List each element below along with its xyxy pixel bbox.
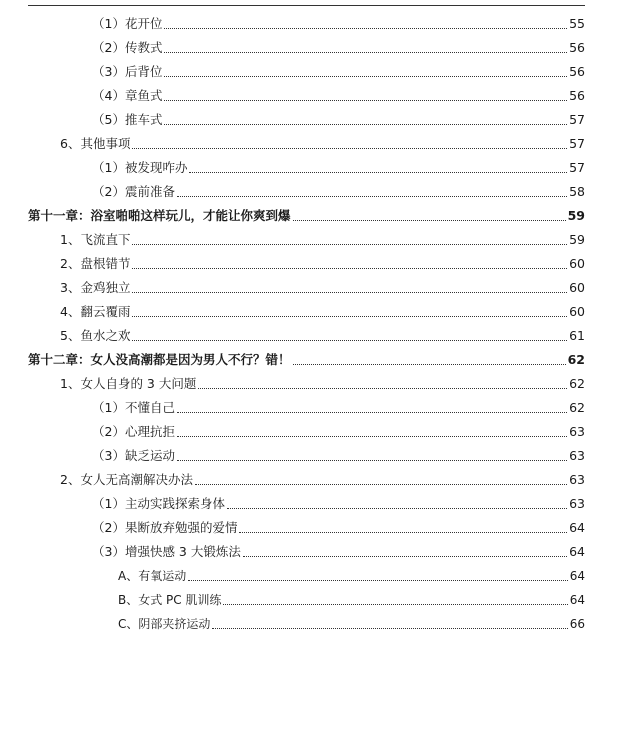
toc-entry[interactable]: [92, 540, 585, 564]
toc-entry-title: （3）后背位: [92, 64, 163, 79]
toc-dot-leader: [132, 268, 567, 269]
toc-entry-title: 1、飞流直下: [60, 232, 131, 247]
toc-page-number: 55: [569, 16, 585, 31]
toc-entry-title: 4、翻云覆雨: [60, 304, 131, 319]
toc-entry-title: 第十一章：浴室啪啪这样玩儿，才能让你爽到爆: [28, 208, 291, 223]
toc-dot-leader: [177, 460, 567, 461]
toc-entry[interactable]: [60, 324, 585, 348]
toc-entry-title: 第十二章：女人没高潮都是因为男人不行？错！: [28, 352, 291, 367]
toc-dot-leader: [239, 532, 567, 533]
toc-entry-title: （4）章鱼式: [92, 88, 163, 103]
toc-entry[interactable]: [60, 300, 585, 324]
toc-entry[interactable]: [118, 564, 585, 588]
toc-dot-leader: [164, 52, 567, 53]
toc-dot-leader: [132, 316, 567, 317]
toc-dot-leader: [195, 484, 567, 485]
toc-entry-title: C、阴部夹挤运动: [118, 617, 211, 631]
toc-dot-leader: [198, 388, 567, 389]
toc-entry-title: （5）推车式: [92, 112, 163, 127]
toc-page-number: 63: [569, 424, 585, 439]
toc-entry[interactable]: [92, 12, 585, 36]
toc-dot-leader: [188, 580, 568, 581]
toc-dot-leader: [177, 412, 567, 413]
toc-entry[interactable]: [92, 180, 585, 204]
toc-dot-leader: [164, 124, 567, 125]
toc-entry[interactable]: [92, 36, 585, 60]
toc-page-number: 56: [569, 64, 585, 79]
toc-entry-title: （1）花开位: [92, 16, 163, 31]
toc-page-number: 64: [569, 544, 585, 559]
toc-page-number: 57: [569, 160, 585, 175]
toc-dot-leader: [227, 508, 567, 509]
toc-chapter-entry[interactable]: [28, 348, 585, 372]
toc-entry-title: A、有氧运动: [118, 569, 187, 583]
toc-entry[interactable]: [118, 612, 585, 636]
toc-dot-leader: [223, 604, 567, 605]
toc-page-number: 56: [569, 88, 585, 103]
toc-entry[interactable]: [92, 420, 585, 444]
toc-dot-leader: [164, 76, 567, 77]
toc-page-number: 57: [569, 136, 585, 151]
toc-entry[interactable]: [60, 228, 585, 252]
toc-dot-leader: [212, 628, 567, 629]
toc-page-number: 62: [569, 376, 585, 391]
toc-entry[interactable]: [60, 372, 585, 396]
toc-page-number: 63: [569, 448, 585, 463]
toc-page-number: 57: [569, 112, 585, 127]
toc-entry-title: （3）缺乏运动: [92, 448, 175, 463]
toc-entry[interactable]: [60, 276, 585, 300]
toc-dot-leader: [177, 196, 567, 197]
toc-page-number: 64: [569, 569, 585, 583]
toc-dot-leader: [177, 436, 567, 437]
toc-entry-title: （2）果断放弃勉强的爱情: [92, 520, 238, 535]
toc-dot-leader: [132, 292, 567, 293]
toc-entry-title: （1）被发现咋办: [92, 160, 188, 175]
toc-page-number: 58: [569, 184, 585, 199]
toc-entry[interactable]: [60, 468, 585, 492]
toc-entry-title: （3）增强快感 3 大锻炼法: [92, 544, 241, 559]
toc-entry-title: B、女式 PC 肌训练: [118, 593, 222, 607]
toc-dot-leader: [293, 220, 566, 221]
toc-entry[interactable]: [92, 396, 585, 420]
toc-entry[interactable]: [92, 84, 585, 108]
toc-entry-title: （2）传教式: [92, 40, 163, 55]
toc-entry-title: （2）心理抗拒: [92, 424, 175, 439]
toc-entry-title: （1）主动实践探索身体: [92, 496, 225, 511]
toc-entry-title: 2、女人无高潮解决办法: [60, 472, 193, 487]
toc-page-number: 59: [569, 232, 585, 247]
toc-page-number: 61: [569, 328, 585, 343]
toc-page-number: 60: [569, 280, 585, 295]
toc-page-number: 60: [569, 304, 585, 319]
toc-dot-leader: [243, 556, 567, 557]
toc-chapter-entry[interactable]: [28, 204, 585, 228]
toc-dot-leader: [132, 244, 567, 245]
toc-entry[interactable]: [92, 60, 585, 84]
toc-entry-title: 3、金鸡独立: [60, 280, 131, 295]
toc-entry[interactable]: [92, 444, 585, 468]
toc-entry-title: 5、鱼水之欢: [60, 328, 131, 343]
toc-dot-leader: [293, 364, 566, 365]
header-rule: [28, 5, 585, 6]
toc-entry[interactable]: [60, 252, 585, 276]
toc-page-number: 63: [569, 496, 585, 511]
toc-dot-leader: [132, 340, 567, 341]
toc-dot-leader: [164, 100, 567, 101]
toc-dot-leader: [189, 172, 567, 173]
toc-page-number: 62: [569, 400, 585, 415]
toc-entry-title: 6、其他事项: [60, 136, 131, 151]
toc-entry-title: （2）震前准备: [92, 184, 175, 199]
toc-page-number: 64: [569, 520, 585, 535]
toc-dot-leader: [132, 148, 567, 149]
toc-entry[interactable]: [92, 156, 585, 180]
toc-page-number: 56: [569, 40, 585, 55]
toc-entry-title: （1）不懂自己: [92, 400, 175, 415]
toc-entry[interactable]: [92, 492, 585, 516]
toc-page-number: 63: [569, 472, 585, 487]
toc-page-number: 59: [567, 208, 585, 223]
toc-page-number: 66: [569, 617, 585, 631]
toc-dot-leader: [164, 28, 567, 29]
toc-page-number: 62: [567, 352, 585, 367]
toc-entry[interactable]: [60, 132, 585, 156]
toc-page-number: 64: [569, 593, 585, 607]
toc-entry[interactable]: [92, 516, 585, 540]
toc-entry-title: 2、盘根错节: [60, 256, 131, 271]
toc-entry[interactable]: [92, 108, 585, 132]
toc-entry[interactable]: [118, 588, 585, 612]
toc-page-number: 60: [569, 256, 585, 271]
toc-entry-title: 1、女人自身的 3 大问题: [60, 376, 197, 391]
